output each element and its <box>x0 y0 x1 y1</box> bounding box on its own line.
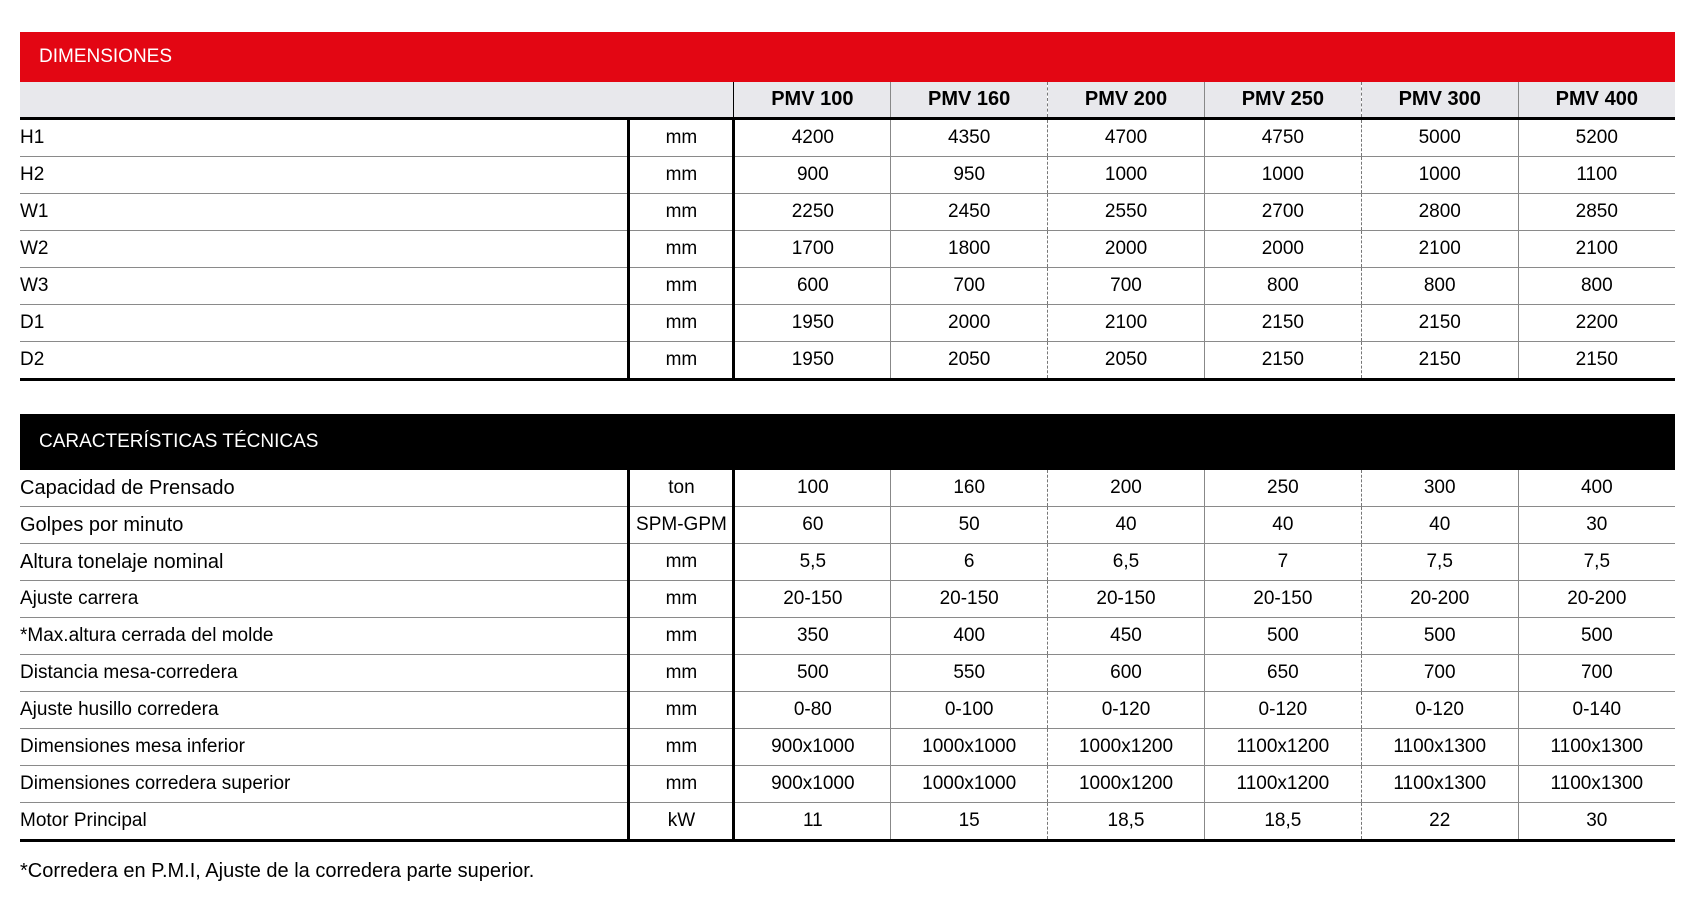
row-value: 1000x1200 <box>1048 766 1205 803</box>
caracteristicas-table <box>20 470 1675 842</box>
row-label: W2 <box>20 231 629 268</box>
row-value: 950 <box>891 157 1048 194</box>
row-value: 500 <box>1518 618 1675 655</box>
row-value: 40 <box>1204 507 1361 544</box>
row-value: 2150 <box>1518 342 1675 380</box>
row-value: 900x1000 <box>734 766 891 803</box>
row-value: 18,5 <box>1048 803 1205 841</box>
row-value: 30 <box>1518 507 1675 544</box>
table-row <box>20 305 1675 342</box>
table-row <box>20 766 1675 803</box>
row-value: 700 <box>891 268 1048 305</box>
table-row <box>20 342 1675 380</box>
row-value: 900 <box>734 157 891 194</box>
row-unit: mm <box>629 544 734 581</box>
row-value: 1100x1300 <box>1361 766 1518 803</box>
row-value: 1000 <box>1048 157 1205 194</box>
row-value: 650 <box>1204 655 1361 692</box>
row-value: 700 <box>1361 655 1518 692</box>
row-unit: mm <box>629 157 734 194</box>
row-value: 5000 <box>1361 119 1518 157</box>
row-value: 2150 <box>1361 342 1518 380</box>
row-unit: mm <box>629 655 734 692</box>
row-value: 250 <box>1204 470 1361 507</box>
row-value: 60 <box>734 507 891 544</box>
row-value: 500 <box>1204 618 1361 655</box>
row-value: 2200 <box>1518 305 1675 342</box>
row-value: 15 <box>891 803 1048 841</box>
table-row <box>20 729 1675 766</box>
model-header: PMV 250 <box>1204 82 1361 119</box>
footnote: *Corredera en P.M.I, Ajuste de la corredera parte superior. <box>20 860 535 882</box>
row-label: *Max.altura cerrada del molde <box>20 618 629 655</box>
table-row <box>20 157 1675 194</box>
row-value: 2050 <box>891 342 1048 380</box>
row-value: 0-120 <box>1048 692 1205 729</box>
row-value: 20-200 <box>1518 581 1675 618</box>
dimensiones-title-bar <box>20 32 1675 82</box>
row-value: 7,5 <box>1518 544 1675 581</box>
caracteristicas-title: CARACTERÍSTICAS TÉCNICAS <box>39 431 319 452</box>
row-unit: mm <box>629 342 734 380</box>
row-value: 1950 <box>734 342 891 380</box>
row-value: 1950 <box>734 305 891 342</box>
row-value: 2100 <box>1361 231 1518 268</box>
row-value: 2000 <box>1204 231 1361 268</box>
row-label: D1 <box>20 305 629 342</box>
row-value: 2450 <box>891 194 1048 231</box>
row-value: 0-120 <box>1204 692 1361 729</box>
row-value: 350 <box>734 618 891 655</box>
row-label: Ajuste carrera <box>20 581 629 618</box>
row-label: W1 <box>20 194 629 231</box>
row-value: 1800 <box>891 231 1048 268</box>
caracteristicas-title-bar <box>20 414 1675 470</box>
table-row <box>20 692 1675 729</box>
row-value: 18,5 <box>1204 803 1361 841</box>
row-unit: SPM-GPM <box>629 507 734 544</box>
row-value: 2100 <box>1518 231 1675 268</box>
model-header: PMV 300 <box>1361 82 1518 119</box>
row-unit: ton <box>629 470 734 507</box>
row-label: H2 <box>20 157 629 194</box>
row-value: 6 <box>891 544 1048 581</box>
row-value: 1000 <box>1361 157 1518 194</box>
row-value: 800 <box>1361 268 1518 305</box>
row-value: 1000 <box>1204 157 1361 194</box>
row-label: Altura tonelaje nominal <box>20 544 629 581</box>
row-label: Dimensiones mesa inferior <box>20 729 629 766</box>
row-value: 0-120 <box>1361 692 1518 729</box>
row-unit: kW <box>629 803 734 841</box>
row-value: 30 <box>1518 803 1675 841</box>
row-value: 160 <box>891 470 1048 507</box>
row-value: 40 <box>1048 507 1205 544</box>
row-value: 2150 <box>1204 342 1361 380</box>
row-value: 550 <box>891 655 1048 692</box>
row-value: 450 <box>1048 618 1205 655</box>
row-unit: mm <box>629 268 734 305</box>
row-value: 5,5 <box>734 544 891 581</box>
row-value: 1000x1000 <box>891 729 1048 766</box>
row-value: 600 <box>1048 655 1205 692</box>
table-row <box>20 231 1675 268</box>
row-value: 1100x1300 <box>1361 729 1518 766</box>
table-row <box>20 803 1675 841</box>
table-row <box>20 119 1675 157</box>
row-value: 20-150 <box>891 581 1048 618</box>
row-value: 1700 <box>734 231 891 268</box>
row-value: 1100 <box>1518 157 1675 194</box>
dimensiones-title: DIMENSIONES <box>39 46 173 67</box>
row-value: 200 <box>1048 470 1205 507</box>
row-value: 500 <box>734 655 891 692</box>
row-value: 20-150 <box>1204 581 1361 618</box>
row-value: 2000 <box>891 305 1048 342</box>
row-label: W3 <box>20 268 629 305</box>
row-value: 1100x1300 <box>1518 729 1675 766</box>
row-value: 100 <box>734 470 891 507</box>
row-label: Golpes por minuto <box>20 507 629 544</box>
header-blank-cell <box>20 82 734 119</box>
row-value: 0-100 <box>891 692 1048 729</box>
row-value: 4350 <box>891 119 1048 157</box>
row-value: 40 <box>1361 507 1518 544</box>
model-header-row <box>20 82 1675 119</box>
row-label: Capacidad de Prensado <box>20 470 629 507</box>
row-label: Dimensiones corredera superior <box>20 766 629 803</box>
table-row <box>20 544 1675 581</box>
model-header: PMV 200 <box>1048 82 1205 119</box>
row-value: 400 <box>891 618 1048 655</box>
model-header: PMV 100 <box>734 82 891 119</box>
row-unit: mm <box>629 194 734 231</box>
row-value: 800 <box>1204 268 1361 305</box>
row-value: 7,5 <box>1361 544 1518 581</box>
row-value: 1100x1200 <box>1204 766 1361 803</box>
row-value: 1100x1200 <box>1204 729 1361 766</box>
row-unit: mm <box>629 119 734 157</box>
row-value: 2100 <box>1048 305 1205 342</box>
row-unit: mm <box>629 692 734 729</box>
table-row <box>20 618 1675 655</box>
row-value: 1000x1000 <box>891 766 1048 803</box>
row-value: 600 <box>734 268 891 305</box>
row-value: 2050 <box>1048 342 1205 380</box>
row-value: 6,5 <box>1048 544 1205 581</box>
table-row <box>20 581 1675 618</box>
row-value: 1100x1300 <box>1518 766 1675 803</box>
row-value: 2000 <box>1048 231 1205 268</box>
row-value: 300 <box>1361 470 1518 507</box>
row-value: 5200 <box>1518 119 1675 157</box>
row-value: 800 <box>1518 268 1675 305</box>
row-value: 20-150 <box>734 581 891 618</box>
row-value: 7 <box>1204 544 1361 581</box>
row-value: 2150 <box>1204 305 1361 342</box>
dimensiones-table <box>20 82 1675 381</box>
row-value: 2700 <box>1204 194 1361 231</box>
row-value: 4200 <box>734 119 891 157</box>
table-row <box>20 194 1675 231</box>
row-label: Ajuste husillo corredera <box>20 692 629 729</box>
row-value: 2550 <box>1048 194 1205 231</box>
row-value: 500 <box>1361 618 1518 655</box>
row-value: 0-80 <box>734 692 891 729</box>
table-row <box>20 507 1675 544</box>
row-value: 2850 <box>1518 194 1675 231</box>
row-value: 0-140 <box>1518 692 1675 729</box>
row-unit: mm <box>629 581 734 618</box>
row-value: 1000x1200 <box>1048 729 1205 766</box>
row-value: 20-200 <box>1361 581 1518 618</box>
row-value: 2250 <box>734 194 891 231</box>
spec-sheet <box>20 32 1675 883</box>
row-label: Distancia mesa-corredera <box>20 655 629 692</box>
row-value: 20-150 <box>1048 581 1205 618</box>
table-row <box>20 470 1675 507</box>
row-label: D2 <box>20 342 629 380</box>
row-label: H1 <box>20 119 629 157</box>
row-value: 2800 <box>1361 194 1518 231</box>
row-value: 4700 <box>1048 119 1205 157</box>
row-value: 900x1000 <box>734 729 891 766</box>
model-header: PMV 160 <box>891 82 1048 119</box>
table-row <box>20 268 1675 305</box>
row-unit: mm <box>629 231 734 268</box>
row-value: 2150 <box>1361 305 1518 342</box>
row-unit: mm <box>629 305 734 342</box>
row-unit: mm <box>629 618 734 655</box>
row-value: 700 <box>1518 655 1675 692</box>
row-value: 50 <box>891 507 1048 544</box>
row-unit: mm <box>629 766 734 803</box>
table-row <box>20 655 1675 692</box>
row-unit: mm <box>629 729 734 766</box>
row-value: 22 <box>1361 803 1518 841</box>
row-value: 11 <box>734 803 891 841</box>
row-label: Motor Principal <box>20 803 629 841</box>
row-value: 4750 <box>1204 119 1361 157</box>
model-header: PMV 400 <box>1518 82 1675 119</box>
row-value: 700 <box>1048 268 1205 305</box>
row-value: 400 <box>1518 470 1675 507</box>
